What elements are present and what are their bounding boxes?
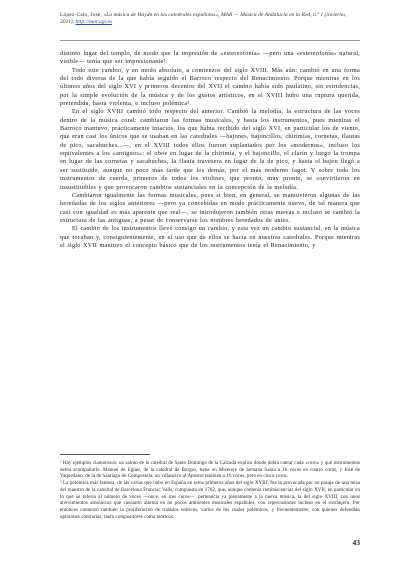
body-paragraph: En el siglo XVIII cambió todo respecto del anterior. Cambió la melodía, la estructura de las voces dentro de la música coral: cambiaron las formas musicales, y hasta los instrumentos, pues mientras el Barroco mantuvo, prácticamente intactos, los que había recibido del siglo XVI, en particular los de viento, que eran casi los únicos que se usaban en las catedrales —bajones, bajoncillos, chirimías, cornetas, flautas de pico, sacabuches...—, en el XVIII todos ellos fueron suplantados por los «modernos», incluso los equivalentes a los «antiguos»: el oboe en lugar de la chirimía, y el bajoncillo, el clarín y luego la trompa en lugar de las cornetas y sacabuches, la flauta travesera en lugar de la de pico, y hasta el bajón llegó a ser sustituido, aunque no poco más tarde que los demás, por el más moderno fagot. Y sobre todo los instrumentos de cuerda, primeros de todos los violines, que pronto, muy pronto, se convirtieron en insustituibles y que provocaron cambios sustanciales en la concepción de la melodía. bbox=[60, 108, 360, 191]
body-paragraph: Cambiaron igualmente las formas musicales, pues si bien, en general, se mantuvieron algunas de las heredadas de los siglos anteriores —pero ya concebidas en modo prácticamente nuevo, de tal manera que casi con igualdad es más aparente que real—, se introdujeron también otras nuevas e incluso se cambió la estructura de las antiguas, a pesar de conservarse los nombres heredados de antes. bbox=[60, 191, 360, 224]
header-link[interactable]: http://mar.ugr.es bbox=[75, 19, 113, 26]
header-author: López-Calo, José, bbox=[60, 12, 102, 18]
page-number: 43 bbox=[352, 538, 360, 547]
footnote: ² Hay ejemplos clamorosos: un salmo de la catedral de Santo Domingo de la Calzada explica dónde debía cantar cada «coro» y qué instrumentos debía acompañarlo. Manuel de Egüés, de la catedral de Burgos, tiene un Miserere de Semana Santa a 16 voces en cuatro coros, y José de Vaquedano, de la de Santiago de Compostela, un villancico al Apóstol también a 16 voces, pero en cinco coros. bbox=[60, 461, 360, 480]
body-paragraph: distinto lugar del templo, de modo que la impresión de «estereofonía» —pero una «estereofonía» natural, visible— tenía que ser impresionante². bbox=[60, 50, 360, 66]
header-title: «La música de Haydn en las catedrales españolas», bbox=[103, 12, 220, 18]
footnote-divider bbox=[60, 454, 150, 455]
body-text bbox=[60, 50, 360, 250]
running-header bbox=[60, 12, 360, 27]
body-paragraph: El cambio de los instrumentos llevó consigo un cambio, y esta vez un cambio sustancial, en la música que tocaban y, consiguientemente, en el uso que de ellos se hacía en nuestras catedrales. Porque mientras el siglo XVII mantuvo el concepto básico que de los instrumentos tenía el Renacimiento, y bbox=[60, 225, 360, 249]
header-journal: MAR — Música de Andalucía en la Red bbox=[220, 12, 311, 18]
header-divider bbox=[60, 40, 360, 41]
footnotes bbox=[60, 461, 360, 521]
body-paragraph: Todo este cambio, y en modo absoluto, a comienzos del siglo XVIII. Más aún: cambió en una forma del todo diversa de la que había seguido el Barroco respecto del Renacimiento. Porque mientras en los últimos años del siglo XVI y primeros decenios del XVII el cambio había sido paulatino, sin estridencias, por la simple evolución de la música y de los gustos artísticos, en el XVIII hubo una ruptura querida, pretendida, hasta violenta, e incluso polémica³. bbox=[60, 66, 360, 108]
header-issue: , n.º 1 (invierno, 2011), bbox=[60, 12, 347, 26]
footnote: ³ La polémica más famosa, de las varias que hubo en España en estos primeros años del siglo XVIII, fue la provocada por un pasaje de una misa del maestro de la catedral de Barcelona Francisc Valls, compuesta en 1702, que, aunque contenía reminiscencias del siglo XVII, en particular en lo que se refería al número de voces —once, en tres coros—, pertenecía ya plenamente a la nueva música, la del siglo XVIII, con unos atrevimientos armónicos que causaron alarma en no pocos ambientes musicales españoles, con repercusiones incluso en el extranjero. Por entonces comenzó también la proliferación de tratados teóricos, varios de los cuales polémicos, y frecuentemente, con quienes defendían opiniones contrarias, tanto compositores como teóricos. bbox=[60, 481, 360, 520]
